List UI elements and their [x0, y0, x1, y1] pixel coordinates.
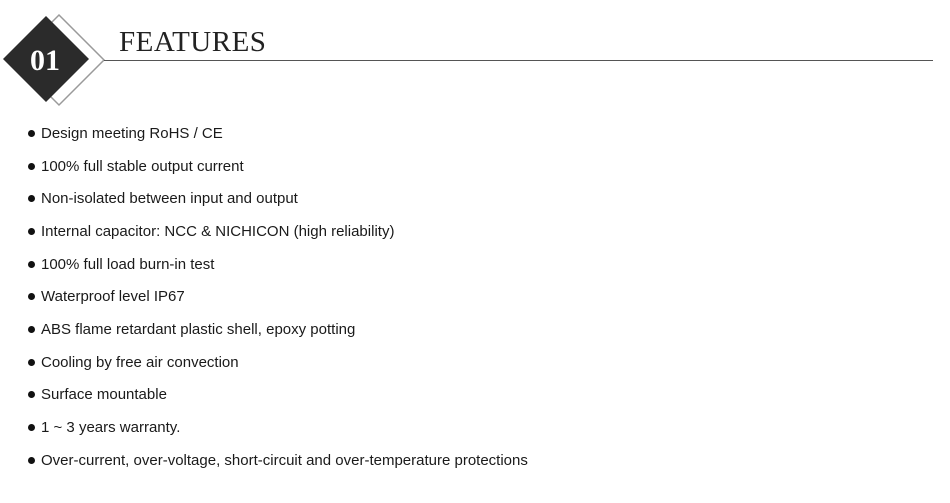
list-item: [28, 444, 528, 477]
feature-text: Design meeting RoHS / CE: [41, 124, 223, 142]
list-item: [28, 379, 528, 412]
list-item: [28, 248, 528, 281]
feature-text: 1 ~ 3 years warranty.: [41, 419, 181, 437]
bullet-icon: [28, 261, 35, 268]
section-title: FEATURES: [119, 26, 267, 58]
bullet-icon: [28, 457, 35, 464]
feature-text: Over-current, over-voltage, short-circuit and over-temperature protections: [41, 451, 528, 469]
feature-text: Waterproof level IP67: [41, 288, 185, 306]
list-item: [28, 117, 528, 150]
bullet-icon: [28, 163, 35, 170]
section-header: [0, 0, 950, 110]
bullet-icon: [28, 293, 35, 300]
list-item: [28, 313, 528, 346]
features-list: [28, 117, 528, 477]
bullet-icon: [28, 359, 35, 366]
list-item: [28, 411, 528, 444]
list-item: [28, 280, 528, 313]
feature-text: ABS flame retardant plastic shell, epoxy potting: [41, 320, 356, 338]
bullet-icon: [28, 326, 35, 333]
list-item: [28, 346, 528, 379]
feature-text: Non-isolated between input and output: [41, 190, 298, 208]
bullet-icon: [28, 391, 35, 398]
list-item: [28, 215, 528, 248]
bullet-icon: [28, 130, 35, 137]
bullet-icon: [28, 424, 35, 431]
section-number: 01: [30, 44, 60, 77]
feature-text: Internal capacitor: NCC & NICHICON (high reliability): [41, 222, 395, 240]
feature-text: Cooling by free air convection: [41, 353, 239, 371]
title-divider: [104, 60, 933, 61]
feature-text: 100% full stable output current: [41, 157, 244, 175]
list-item: [28, 150, 528, 183]
list-item: [28, 182, 528, 215]
bullet-icon: [28, 195, 35, 202]
feature-text: Surface mountable: [41, 386, 167, 404]
feature-text: 100% full load burn-in test: [41, 255, 215, 273]
bullet-icon: [28, 228, 35, 235]
